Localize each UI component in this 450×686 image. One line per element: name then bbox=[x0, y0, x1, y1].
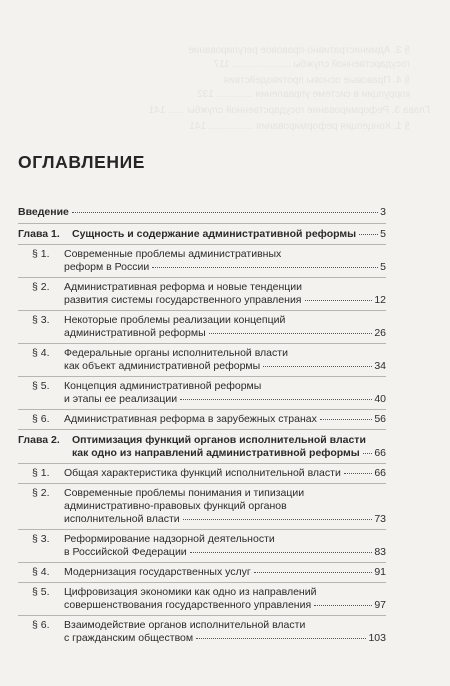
toc-section-text: Реформирование надзорной деятельности bbox=[64, 533, 275, 545]
toc-section-page-number: 83 bbox=[374, 546, 386, 558]
toc-section-number: § 5. bbox=[32, 586, 50, 598]
toc-section-line bbox=[64, 327, 386, 340]
toc-section-line bbox=[64, 487, 386, 500]
toc-section-number: § 6. bbox=[32, 619, 50, 631]
toc-section bbox=[18, 463, 386, 483]
toc-section-body bbox=[64, 566, 386, 579]
toc-section-text: реформ в России bbox=[64, 261, 150, 273]
toc-section-text: в Российской Федерации bbox=[64, 546, 187, 558]
toc-section-body bbox=[64, 248, 386, 274]
toc-section-block bbox=[18, 248, 386, 274]
toc-section-body bbox=[64, 413, 386, 426]
toc-section-page-number: 5 bbox=[380, 261, 386, 273]
toc-chapter bbox=[18, 223, 386, 244]
toc-section-text: как объект административной реформы bbox=[64, 360, 261, 372]
toc-chapter-page-number: 66 bbox=[374, 447, 386, 459]
toc-chapter-line bbox=[72, 434, 386, 447]
toc-section-page-number: 34 bbox=[374, 360, 386, 372]
toc-section-page-number: 73 bbox=[374, 513, 386, 525]
toc-section-body bbox=[64, 487, 386, 526]
toc-entry-page-number: 3 bbox=[380, 206, 386, 218]
toc-section-number: § 5. bbox=[32, 380, 50, 392]
toc-entry-introduction bbox=[18, 205, 386, 223]
toc-chapter-body bbox=[72, 434, 386, 460]
toc-chapter-block bbox=[18, 228, 386, 241]
toc-section bbox=[18, 562, 386, 582]
toc-section-block bbox=[18, 619, 386, 645]
table-of-contents bbox=[18, 205, 386, 648]
toc-chapter-block bbox=[18, 434, 386, 460]
toc-section-line bbox=[64, 393, 386, 406]
toc-section bbox=[18, 582, 386, 615]
toc-section-page-number: 91 bbox=[374, 566, 386, 578]
toc-section-text: и этапы ее реализации bbox=[64, 393, 178, 405]
toc-section-block bbox=[18, 487, 386, 526]
toc-section-text: Цифровизация экономики как одно из направлений bbox=[64, 586, 317, 598]
dot-leader bbox=[314, 605, 372, 606]
toc-section-body bbox=[64, 586, 386, 612]
toc-section-text: совершенствования государственного управления bbox=[64, 599, 312, 611]
toc-section-body bbox=[64, 314, 386, 340]
toc-section-body bbox=[64, 281, 386, 307]
toc-section-text: Общая характеристика функций исполнительной власти bbox=[64, 467, 341, 479]
toc-section-line bbox=[64, 586, 386, 599]
toc-section-number: § 3. bbox=[32, 314, 50, 326]
toc-chapter-text: Сущность и содержание административной реформы bbox=[72, 228, 357, 240]
toc-section bbox=[18, 376, 386, 409]
toc-section-block bbox=[18, 566, 386, 579]
toc-section-line bbox=[64, 413, 386, 426]
toc-section-text: Современные проблемы административных bbox=[64, 248, 282, 260]
toc-section-text: административной реформы bbox=[64, 327, 206, 339]
toc-section bbox=[18, 310, 386, 343]
toc-chapter-label: Глава 1. bbox=[18, 228, 60, 240]
toc-section bbox=[18, 277, 386, 310]
toc-section bbox=[18, 343, 386, 376]
toc-section-text: Концепция административной реформы bbox=[64, 380, 262, 392]
toc-section-text: Модернизация государственных услуг bbox=[64, 566, 251, 578]
toc-section-number: § 4. bbox=[32, 566, 50, 578]
toc-section-line bbox=[64, 248, 386, 261]
toc-entry-line bbox=[18, 206, 386, 219]
dot-leader bbox=[320, 419, 372, 420]
toc-section-line bbox=[64, 546, 386, 559]
toc-section-block bbox=[18, 380, 386, 406]
toc-section-text: Административная реформа в зарубежных странах bbox=[64, 413, 317, 425]
dot-leader bbox=[344, 473, 372, 474]
dot-leader bbox=[305, 300, 373, 301]
page-title: ОГЛАВЛЕНИЕ bbox=[18, 152, 146, 172]
toc-section-line bbox=[64, 533, 386, 546]
toc-section-block bbox=[18, 281, 386, 307]
toc-section-body bbox=[64, 347, 386, 373]
toc-section-body bbox=[64, 619, 386, 645]
toc-chapter-label: Глава 2. bbox=[18, 434, 60, 446]
toc-section-line bbox=[64, 380, 386, 393]
toc-chapter-line bbox=[72, 447, 386, 460]
toc-section-line bbox=[64, 566, 386, 579]
toc-section bbox=[18, 244, 386, 277]
toc-section-text: Современные проблемы понимания и типизации bbox=[64, 487, 305, 499]
dot-leader bbox=[363, 453, 373, 454]
dot-leader bbox=[190, 552, 373, 553]
toc-section-number: § 6. bbox=[32, 413, 50, 425]
toc-section-block bbox=[18, 413, 386, 426]
toc-section-number: § 4. bbox=[32, 347, 50, 359]
toc-section-page-number: 56 bbox=[374, 413, 386, 425]
toc-section-text: с гражданским обществом bbox=[64, 632, 194, 644]
toc-section-body bbox=[64, 533, 386, 559]
toc-chapter-body bbox=[72, 228, 386, 241]
toc-chapter-text: как одно из направлений административной реформы bbox=[72, 447, 360, 459]
toc-section-block bbox=[18, 533, 386, 559]
dot-leader bbox=[254, 572, 373, 573]
toc-entry-text: Введение bbox=[18, 206, 69, 218]
toc-section-line bbox=[64, 360, 386, 373]
toc-section-line bbox=[64, 632, 386, 645]
dot-leader bbox=[263, 366, 372, 367]
toc-section-line bbox=[64, 294, 386, 307]
toc-section-block bbox=[18, 347, 386, 373]
toc-section-page-number: 26 bbox=[374, 327, 386, 339]
toc-section-body bbox=[64, 467, 386, 480]
toc-section-line bbox=[64, 599, 386, 612]
dot-leader bbox=[72, 212, 378, 213]
dot-leader bbox=[180, 399, 372, 400]
toc-section-line bbox=[64, 281, 386, 294]
toc-section-number: § 1. bbox=[32, 248, 50, 260]
bleed-through-text: § 3. Административно-правовое регулирование государственной службы ..................... 117 § 4. Правовые основы противодействия коррупции в системе управления ............. 132 Глава 3. Реформирование государственной службы ...... 141 § 1. Концепция реформирования ................ 141 bbox=[148, 45, 430, 132]
dot-leader bbox=[183, 519, 373, 520]
dot-leader bbox=[196, 638, 366, 639]
toc-section-page-number: 66 bbox=[374, 467, 386, 479]
toc-section-page-number: 12 bbox=[374, 294, 386, 306]
toc-section-text: исполнительной власти bbox=[64, 513, 180, 525]
toc-section bbox=[18, 529, 386, 562]
toc-section-block bbox=[18, 467, 386, 480]
toc-section-line bbox=[64, 467, 386, 480]
toc-section-line bbox=[64, 500, 386, 513]
dot-leader bbox=[152, 267, 378, 268]
toc-chapter bbox=[18, 429, 386, 463]
toc-section-text: Административная реформа и новые тенденции bbox=[64, 281, 302, 293]
toc-section-number: § 1. bbox=[32, 467, 50, 479]
toc-section-line bbox=[64, 513, 386, 526]
toc-section-text: Федеральные органы исполнительной власти bbox=[64, 347, 288, 359]
dot-leader bbox=[209, 333, 373, 334]
toc-section-text: административно-правовых функций органов bbox=[64, 500, 287, 512]
toc-section-block bbox=[18, 586, 386, 612]
toc-section bbox=[18, 483, 386, 529]
toc-chapter-text: Оптимизация функций органов исполнительной власти bbox=[72, 434, 366, 446]
toc-section-line bbox=[64, 261, 386, 274]
toc-section-text: Некоторые проблемы реализации концепций bbox=[64, 314, 286, 326]
toc-section-text: развития системы государственного управления bbox=[64, 294, 302, 306]
dot-leader bbox=[359, 234, 378, 235]
toc-chapter-line bbox=[72, 228, 386, 241]
toc-section-line bbox=[64, 619, 386, 632]
toc-section-number: § 3. bbox=[32, 533, 50, 545]
toc-section-page-number: 103 bbox=[368, 632, 386, 644]
toc-section-page-number: 40 bbox=[374, 393, 386, 405]
toc-section-line bbox=[64, 347, 386, 360]
toc-chapter-page-number: 5 bbox=[380, 228, 386, 240]
toc-section-text: Взаимодействие органов исполнительной власти bbox=[64, 619, 306, 631]
toc-section-line bbox=[64, 314, 386, 327]
toc-section-page-number: 97 bbox=[374, 599, 386, 611]
toc-section bbox=[18, 409, 386, 429]
toc-section-body bbox=[64, 380, 386, 406]
toc-section-number: § 2. bbox=[32, 281, 50, 293]
toc-section bbox=[18, 615, 386, 648]
toc-section-number: § 2. bbox=[32, 487, 50, 499]
toc-section-block bbox=[18, 314, 386, 340]
